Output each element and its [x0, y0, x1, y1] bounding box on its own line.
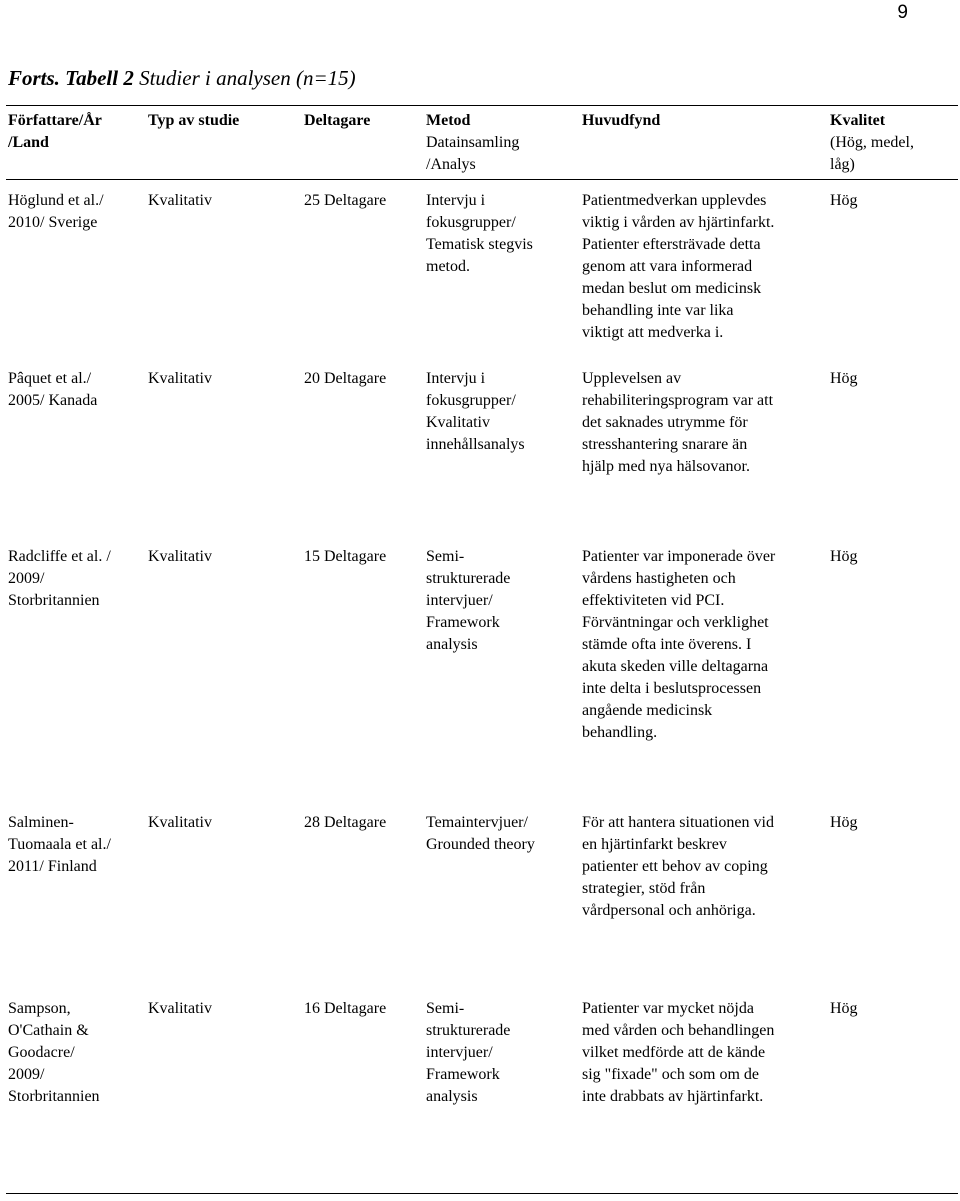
header-type: Typ av studie	[148, 112, 240, 129]
cell-line: Tuomaala et al./	[8, 836, 111, 853]
cell-line: O'Cathain &	[8, 1022, 89, 1039]
cell-line: Temaintervjuer/	[426, 814, 528, 831]
cell-method	[426, 546, 576, 656]
cell-line: För att hantera situationen vid	[582, 814, 774, 831]
cell-line: sig "fixade" och som om de	[582, 1066, 760, 1083]
cell-line: metod.	[426, 258, 470, 275]
cell-quality: Hög	[830, 548, 858, 565]
header-method-sub: /Analys	[426, 156, 476, 173]
table-header-rule	[6, 179, 958, 180]
header-participants: Deltagare	[304, 112, 371, 129]
header-method	[426, 110, 576, 176]
cell-line: 2009/	[8, 1066, 45, 1083]
cell-line: fokusgrupper/	[426, 214, 516, 231]
cell-line: Patientmedverkan upplevdes	[582, 192, 767, 209]
cell-line: patienter ett behov av coping	[582, 858, 768, 875]
cell-line: analysis	[426, 636, 478, 653]
cell-findings	[582, 812, 822, 922]
cell-participants: 28 Deltagare	[304, 814, 387, 831]
cell-method	[426, 368, 576, 456]
cell-line: stämde ofta inte överens. I	[582, 636, 752, 653]
cell-line: effektiviteten vid PCI.	[582, 592, 725, 609]
cell-line: 2011/ Finland	[8, 858, 97, 875]
cell-method	[426, 812, 576, 856]
cell-findings	[582, 368, 822, 478]
cell-line: Semi-	[426, 1000, 465, 1017]
cell-quality: Hög	[830, 192, 858, 209]
cell-line: inte drabbats av hjärtinfarkt.	[582, 1088, 764, 1105]
page-number: 9	[897, 2, 908, 23]
cell-line: det saknades utrymme för	[582, 414, 748, 431]
cell-line: Patienter var imponerade över	[582, 548, 776, 565]
cell-type: Kvalitativ	[148, 192, 212, 209]
header-quality-sub: låg)	[830, 156, 855, 173]
cell-method	[426, 998, 576, 1108]
cell-line: fokusgrupper/	[426, 392, 516, 409]
cell-line: Höglund et al./	[8, 192, 104, 209]
cell-author	[8, 812, 144, 878]
cell-line: Kvalitativ	[426, 414, 490, 431]
cell-line: analysis	[426, 1088, 478, 1105]
cell-line: innehållsanalys	[426, 436, 525, 453]
header-method-title: Metod	[426, 112, 471, 129]
cell-line: strategier, stöd från	[582, 880, 706, 897]
cell-line: behandling.	[582, 724, 658, 741]
cell-line: akuta skeden ville deltagarna	[582, 658, 769, 675]
header-method-sub: Datainsamling	[426, 134, 520, 151]
cell-line: vårdpersonal och anhöriga.	[582, 902, 756, 919]
cell-line: Salminen-	[8, 814, 74, 831]
table-caption-title: Studier i analysen (n=15)	[133, 66, 356, 90]
cell-line: stresshantering snarare än	[582, 436, 748, 453]
cell-line: Patienter var mycket nöjda	[582, 1000, 754, 1017]
cell-author	[8, 190, 144, 234]
cell-line: angående medicinsk	[582, 702, 713, 719]
cell-line: viktigt att medverka i.	[582, 324, 724, 341]
cell-line: intervjuer/	[426, 1044, 493, 1061]
cell-line: strukturerade	[426, 1022, 511, 1039]
cell-quality: Hög	[830, 370, 858, 387]
cell-line: en hjärtinfarkt beskrev	[582, 836, 727, 853]
cell-line: Tematisk stegvis	[426, 236, 533, 253]
table-caption-label: Forts. Tabell 2	[8, 66, 134, 90]
cell-line: Intervju i	[426, 192, 486, 209]
cell-author	[8, 998, 144, 1108]
cell-author	[8, 546, 144, 612]
header-author	[8, 110, 144, 154]
cell-line: Pâquet et al./	[8, 370, 92, 387]
cell-line: Patienter eftersträvade detta	[582, 236, 761, 253]
cell-participants: 15 Deltagare	[304, 548, 387, 565]
cell-line: Storbritannien	[8, 1088, 100, 1105]
cell-line: Sampson,	[8, 1000, 71, 1017]
cell-findings	[582, 190, 822, 344]
cell-line: Goodacre/	[8, 1044, 75, 1061]
cell-line: inte delta i beslutsprocessen	[582, 680, 762, 697]
cell-quality: Hög	[830, 814, 858, 831]
table-caption	[8, 66, 356, 91]
cell-type: Kvalitativ	[148, 370, 212, 387]
cell-line: Semi-	[426, 548, 465, 565]
cell-participants: 16 Deltagare	[304, 1000, 387, 1017]
cell-participants: 20 Deltagare	[304, 370, 387, 387]
header-author-line: Författare/År	[8, 112, 102, 129]
cell-findings	[582, 546, 822, 744]
cell-line: Framework	[426, 1066, 500, 1083]
cell-type: Kvalitativ	[148, 1000, 212, 1017]
cell-participants: 25 Deltagare	[304, 192, 387, 209]
cell-author	[8, 368, 144, 412]
cell-line: Storbritannien	[8, 592, 100, 609]
cell-line: behandling inte var lika	[582, 302, 734, 319]
cell-findings	[582, 998, 822, 1108]
cell-line: intervjuer/	[426, 592, 493, 609]
cell-line: strukturerade	[426, 570, 511, 587]
header-quality-sub: (Hög, medel,	[830, 134, 914, 151]
cell-line: rehabiliteringsprogram var att	[582, 392, 774, 409]
cell-line: med vården och behandlingen	[582, 1022, 775, 1039]
cell-type: Kvalitativ	[148, 548, 212, 565]
cell-line: medan beslut om medicinsk	[582, 280, 762, 297]
header-quality-title: Kvalitet	[830, 112, 886, 129]
cell-line: 2010/ Sverige	[8, 214, 98, 231]
cell-line: vårdens hastigheten och	[582, 570, 736, 587]
table-top-rule	[6, 105, 958, 106]
cell-line: genom att vara informerad	[582, 258, 753, 275]
cell-line: hjälp med nya hälsovanor.	[582, 458, 750, 475]
cell-line: Förväntningar och verklighet	[582, 614, 769, 631]
cell-line: Grounded theory	[426, 836, 535, 853]
table-bottom-rule	[6, 1193, 958, 1194]
header-findings: Huvudfynd	[582, 112, 661, 129]
cell-line: 2009/	[8, 570, 45, 587]
cell-line: Intervju i	[426, 370, 486, 387]
cell-type: Kvalitativ	[148, 814, 212, 831]
cell-quality: Hög	[830, 1000, 858, 1017]
cell-line: 2005/ Kanada	[8, 392, 98, 409]
header-quality	[830, 110, 955, 176]
cell-line: Radcliffe et al. /	[8, 548, 111, 565]
cell-line: viktig i vården av hjärtinfarkt.	[582, 214, 775, 231]
header-author-line: /Land	[8, 134, 49, 151]
cell-line: vilket medförde att de kände	[582, 1044, 766, 1061]
cell-line: Framework	[426, 614, 500, 631]
cell-method	[426, 190, 576, 278]
cell-line: Upplevelsen av	[582, 370, 682, 387]
